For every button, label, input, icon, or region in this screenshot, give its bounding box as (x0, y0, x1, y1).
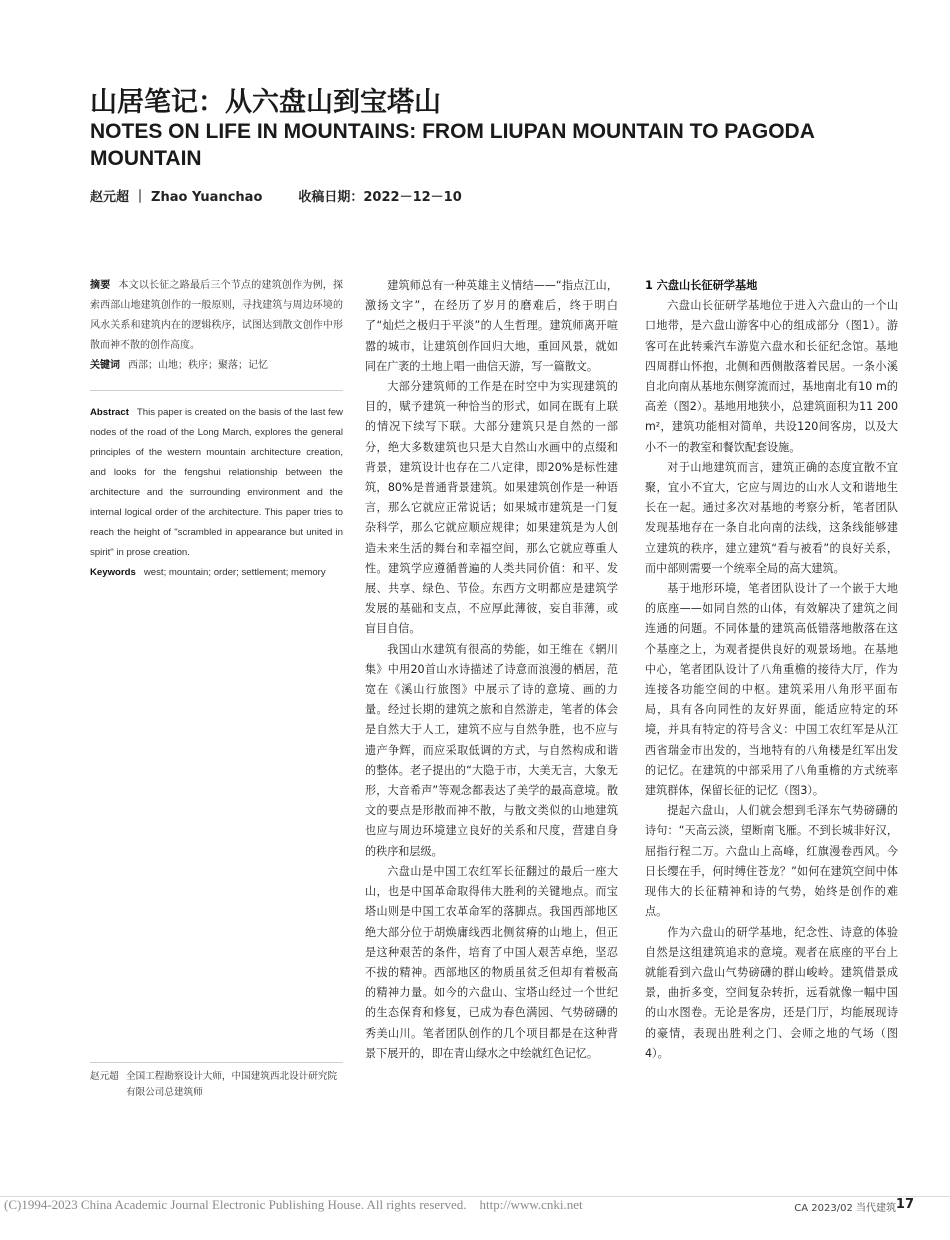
footnote-author-name: 赵元超 (90, 1071, 119, 1082)
section-heading: 1 六盘山长征研学基地 (645, 279, 758, 292)
keywords-en (90, 563, 343, 583)
paragraph: 作为六盘山的研学基地，纪念性、诗意的体验自然是这组建筑追求的意境。观者在底座的平台上就能看到六盘山气势磅礴的群山峻岭。建筑借景成景，曲折多变，空间复杂转折，远看就像一幅中国的山水图卷。无论是客房，还是门厅，均能展现诗的豪情，表现出胜利之门、会师之地的气场（图4）。 (645, 925, 898, 1060)
keywords-en-text: west; mountain; order; settlement; memory (143, 567, 326, 578)
paragraph: 六盘山是中国工农红军长征翻过的最后一座大山，也是中国革命取得伟大胜利的关键地点。而宝塔山则是中国工农革命军的落脚点。我国西部地区绝大部分位于胡焕庸线西北侧贫瘠的山地上，但正是这种艰苦的条件，培育了中国人艰苦卓绝，坚忍不拔的精神。西部地区的物质虽贫乏但却有着极高的精神力量。如今的六盘山、宝塔山经过一个世纪的生态保育和修复，已成为春色满园、气势磅礴的秀美山川。笔者团队创作的几个项目都是在这种背景下展开的，即在青山绿水之中绘就红色记忆。 (365, 864, 618, 1060)
keywords-cn-text: 西部；山地；秩序；聚落；记忆 (128, 360, 268, 371)
page-number: 17 (895, 1197, 914, 1212)
paragraph: 提起六盘山，人们就会想到毛泽东气势磅礴的诗句：“天高云淡，望断南飞雁。不到长城非好汉，屈指行程二万。六盘山上高峰，红旗漫卷西风。今日长缨在手，何时缚住苍龙？”如何在建筑空间中体现伟大的长征精神和诗的气势，始终是创作的难点。 (645, 804, 898, 919)
keywords-cn (90, 356, 343, 376)
paragraph: 建筑师总有一种英雄主义情结——“指点江山，激扬文字”，在经历了岁月的磨难后，终于明白了“灿烂之极归于平淡”的人生哲理。建筑师离开喧嚣的城市，让建筑创作回归大地，重回风景，就如同在广袤的土地上唱一曲信天游，写一篇散文。 (365, 279, 618, 373)
abstract-en (90, 403, 343, 563)
copyright-notice: (C)1994-2023 China Academic Journal Electronic Publishing House. All rights reserved. http://www.cnki.net (4, 1197, 583, 1212)
paragraph: 六盘山长征研学基地位于进入六盘山的一个山口地带，是六盘山游客中心的组成部分（图1）。游客可在此转乘汽车游览六盘水和长征纪念馆。基地四周群山怀抱，北侧和西侧散落着民居。一条小溪自北向南从基地东侧穿流而过，基地南北有10 m的高差（图2）。基地用地狭小，总建筑面积为11 200 m²，建筑功能相对简单，共设120间客房，以及大小不一的教室和餐饮配套设施。 (645, 299, 898, 454)
article-title-cn: 山居笔记：从六盘山到宝塔山 (90, 87, 441, 118)
body-column-middle (365, 276, 618, 1064)
abstract-cn-label: 摘要 (90, 280, 111, 291)
abstract-en-label: Abstract (90, 407, 129, 418)
keywords-en-label: Keywords (90, 567, 136, 578)
abstract-en-text: This paper is created on the basis of the last few nodes of the road of the Long March, explores the general principles of the western mountain architecture creation, and looks for the fengshui relationship between the architecture and the surrounding environment and the internal logical order of the architecture. This paper tries to reach the height of "scrambled in appearance but united in spirit" in prose creation. (90, 407, 343, 558)
divider (90, 376, 343, 391)
article-title-en: NOTES ON LIFE IN MOUNTAINS: FROM LIUPAN MOUNTAIN TO PAGODA MOUNTAIN (90, 120, 815, 170)
author-footnote (90, 1062, 343, 1101)
byline (90, 186, 690, 205)
paragraph: 对于山地建筑而言，建筑正确的态度宜散不宜聚，宜小不宜大，它应与周边的山水人文和谐地生长在一起。通过多次对基地的考察分析，笔者团队发现基地存在一条自北向南的法线，这条线能够建立建筑的秩序，建立建筑“看与被看”的良好关系，而中部则需要一个统率全局的高大建筑。 (645, 460, 898, 575)
paragraph: 大部分建筑师的工作是在时空中为实现建筑的目的，赋予建筑一种恰当的形式，如同在既有上联的情况下续写下联。大部分建筑只是自然的一部分，绝大多数建筑也只是大自然山水画中的点缀和背景，建筑设计也存在二八定律，即20%是标性建筑，80%是普通背景建筑。如果建筑创作是一种语言，那么它就应正常说话；如果城市建筑是一门复杂科学，那么它就应顺应规律；如果建筑是为人创造未来生活的舞台和幸福空间，那么它就应尊重人性。建筑学应遵循普遍的人类共同价值：和平、发展、共享、绿色、节俭。东西方文明都应是建筑学发展的基础和支点，不应厚此薄彼，妄自菲薄，或盲目自信。 (365, 380, 618, 636)
journal-info: CA 2023/02 当代建筑 (794, 1203, 896, 1214)
body-column-right (645, 276, 898, 1064)
author-name: 赵元超 ｜ Zhao Yuanchao (90, 190, 263, 205)
keywords-cn-label: 关键词 (90, 360, 120, 371)
received-date: 收稿日期：2022－12－10 (298, 190, 462, 205)
abstract-column (90, 276, 343, 583)
page-footer (0, 1196, 950, 1217)
paragraph: 基于地形环境，笔者团队设计了一个嵌于大地的底座——如同自然的山体，有效解决了建筑之间连通的问题。不同体量的建筑高低错落地散落在这个基座之上，为观者提供良好的观景场地。在基地中心，笔者团队设计了八角重檐的接待大厅，作为连接各功能空间的中枢。建筑采用八角形平面布局，具有各向同性的友好界面，能适应特定的环境，并具有特定的符号含义：中国工农红军是从江西省瑞金市出发的，当地特有的八角楼是红军出发的记忆。在建筑的中部采用了八角重檐的方式统率建筑群体，保留长征的记忆（图3）。 (645, 582, 898, 798)
abstract-cn-text: 本文以长征之路最后三个节点的建筑创作为例，探索西部山地建筑创作的一般原则，寻找建筑与周边环境的风水关系和建筑内在的逻辑秩序，试图达到散文创作中形散而神不散的创作高度。 (90, 280, 344, 351)
abstract-cn (90, 276, 343, 356)
paragraph: 我国山水建筑有很高的势能，如王维在《辋川集》中用20首山水诗描述了诗意而浪漫的栖居，范宽在《溪山行旅图》中展示了诗的意境、画的力量。经过长期的建筑之旅和自然游走，笔者的体会是自然大于人工，建筑不应与自然争胜，也不应与遗产争辉，而应采取低调的方式，与自然构成和谐的整体。老子提出的“大隐于市，大美无言，大象无形，大音希声”等观念都表达了美学的最高意境。散文的要点是形散而神不散，与散文类似的山地建筑也应与周边环境建立良好的关系和尺度，营建自身的秩序和层级。 (365, 642, 618, 858)
footnote-author-text: 全国工程勘察设计大师，中国建筑西北设计研究院有限公司总建筑师 (126, 1071, 338, 1098)
